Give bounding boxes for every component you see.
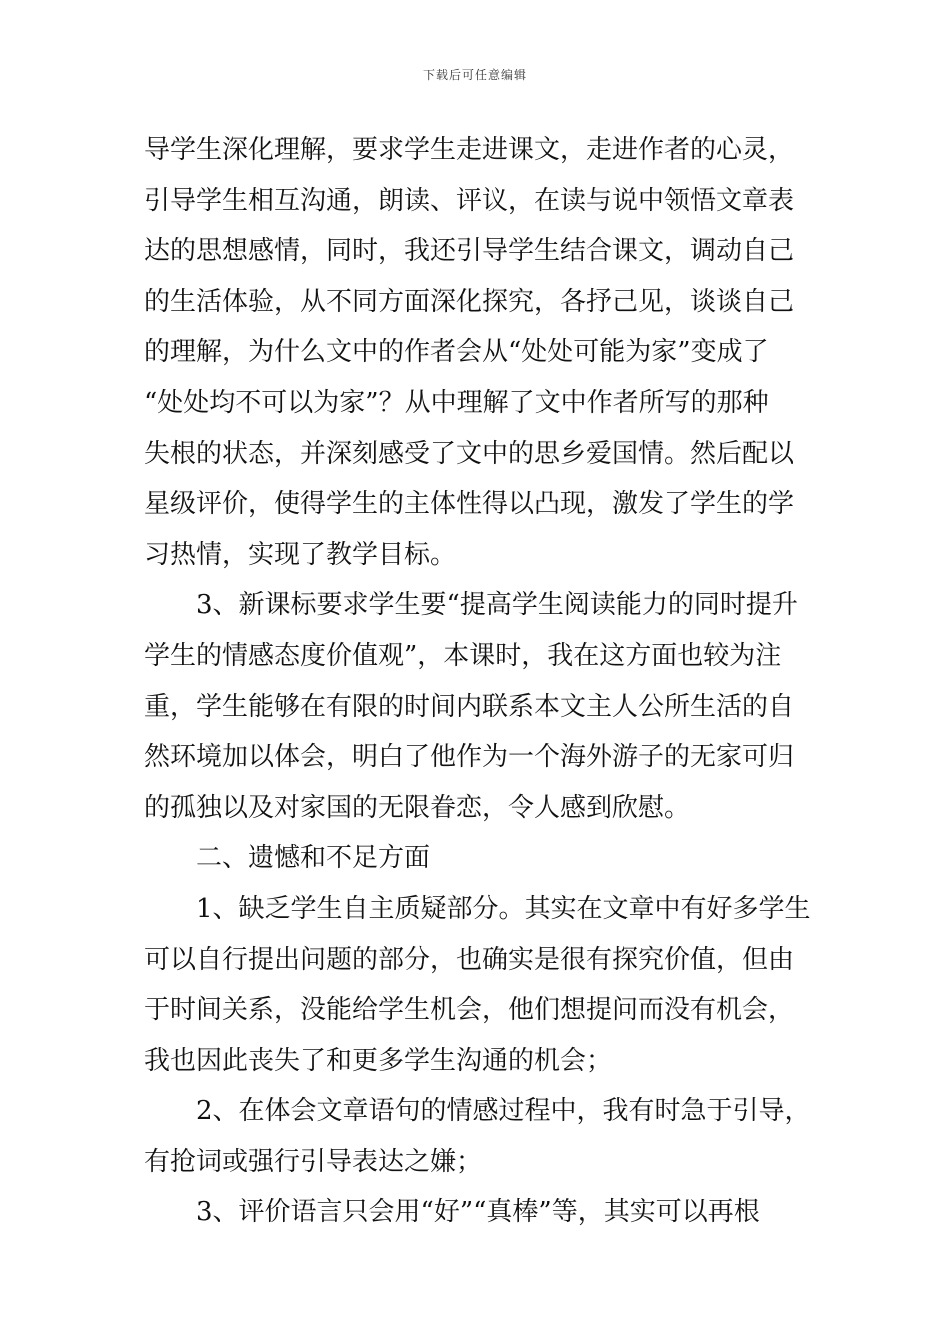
text-line: 然环境加以体会，明白了他作为一个海外游子的无家可归	[144, 742, 795, 773]
page-header: 下载后可任意编辑	[422, 68, 527, 82]
section-heading: 二、遗憾和不足方面	[196, 843, 431, 874]
text-line: “处处均不可以为家”？从中理解了文中作者所写的那种	[144, 387, 769, 418]
paragraph-start-line: 3、评价语言只会用“好”“真棒”等，其实可以再根	[196, 1197, 760, 1228]
text-line: 达的思想感情，同时，我还引导学生结合课文，调动自己	[144, 236, 795, 267]
text-line: 于时间关系，没能给学生机会，他们想提问而没有机会，	[144, 995, 795, 1026]
text-line: 的生活体验，从不同方面深化探究，各抒己见，谈谈自己	[144, 286, 795, 317]
text-line: 有抢词或强行引导表达之嫌；	[144, 1146, 483, 1177]
text-line: 星级评价，使得学生的主体性得以凸现，激发了学生的学	[144, 489, 795, 520]
text-line: 失根的状态，并深刻感受了文中的思乡爱国情。然后配以	[144, 438, 795, 469]
text-line: 导学生深化理解，要求学生走进课文，走进作者的心灵，	[144, 135, 795, 165]
document-body	[144, 125, 814, 1238]
text-line: 学生的情感态度价值观”，本课时，我在这方面也较为注	[144, 640, 782, 671]
text-line: 的孤独以及对家国的无限眷恋，令人感到欣慰。	[144, 792, 691, 823]
paragraph-start-line: 1、缺乏学生自主质疑部分。其实在文章中有好多学生	[196, 893, 811, 924]
text-line: 可以自行提出问题的部分，也确实是很有探究价值，但由	[144, 944, 795, 975]
paragraph-start-line: 3、新课标要求学生要“提高学生阅读能力的同时提升	[196, 590, 798, 621]
text-line: 引导学生相互沟通，朗读、评议，在读与说中领悟文章表	[144, 185, 795, 216]
text-line: 重，学生能够在有限的时间内联系本文主人公所生活的自	[144, 691, 795, 722]
text-line: 习热情，实现了教学目标。	[144, 539, 457, 570]
paragraph-start-line: 2、在体会文章语句的情感过程中，我有时急于引导，	[196, 1096, 811, 1127]
text-line: 我也因此丧失了和更多学生沟通的机会；	[144, 1045, 613, 1076]
text-line: 的理解，为什么文中的作者会从“处处可能为家”变成了	[144, 337, 769, 368]
